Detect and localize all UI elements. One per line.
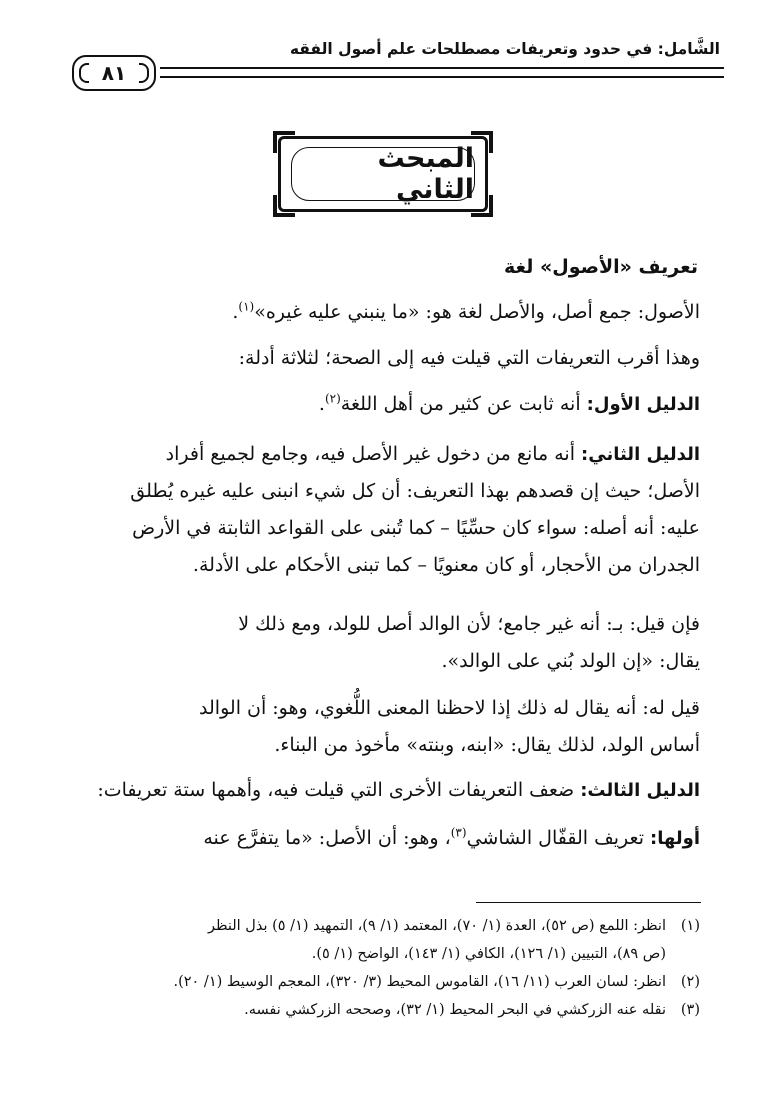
- definition-text: الأصول: جمع أصل، والأصل لغة هو: «ما ينبني عليه غيره»: [254, 301, 700, 323]
- paragraph-first-definition: [203, 820, 700, 857]
- evidence-label: الدليل الأول:: [586, 394, 700, 415]
- running-header: الشَّامل: في حدود وتعريفات مصطلحات علم أصول الفقه: [289, 40, 720, 58]
- paragraph-objection: [238, 606, 700, 680]
- footnote-number: (٣): [680, 1002, 700, 1018]
- frame-corner: [471, 195, 493, 217]
- punctuation: .: [232, 301, 239, 323]
- text-line: الجدران من الأحجار، أو كان معنويًا – كما تبنى الأحكام على الأدلة.: [192, 554, 700, 576]
- footnote-text: انظر: لسان العرب (١١/ ١٦)، القاموس المحيط (٣/ ٣٢٠)، المعجم الوسيط (١/ ٢٠).: [173, 974, 666, 990]
- item-label: أولها:: [650, 828, 700, 849]
- section-title: المبحث الثاني: [291, 147, 475, 201]
- section-title-frame: [278, 136, 488, 212]
- footnote-1: [54, 912, 700, 940]
- footnote-1-continued: (ص ٨٩)، التبيين (١/ ١٢٦)، الكافي (١/ ١٤٣)، الواضح (١/ ٥).: [311, 946, 666, 962]
- footnotes: [54, 912, 700, 1024]
- evidence-label: الدليل الثاني:: [581, 444, 700, 465]
- header-rule: [160, 76, 724, 78]
- paragraph-intro: وهذا أقرب التعريفات التي قيلت فيه إلى الصحة؛ لثلاثة أدلة:: [238, 347, 700, 369]
- punctuation: .: [318, 393, 325, 415]
- paragraph-evidence-2: [130, 436, 700, 584]
- text-line: عليه: أنه أصله: سواء كان حسِّيًا – كما تُبنى على القواعد الثابتة في الأرض: [132, 517, 700, 539]
- footnote-ref: (١): [238, 299, 255, 314]
- subheading: تعريف «الأصول» لغة: [503, 256, 698, 278]
- footnote-number: (٢): [680, 974, 700, 990]
- paragraph-response: [199, 690, 700, 764]
- footnote-text: انظر: اللمع (ص ٥٢)، العدة (١/ ٧٠)، المعتمد (١/ ٩)، التمهيد (١/ ٥) بذل النظر: [207, 918, 666, 934]
- text-line: الأصل؛ حيث إن قصدهم بهذا التعريف: أن كل شيء انبنى عليه غيره يُطلق: [130, 480, 700, 502]
- item-text: تعريف القفّال الشاشي: [466, 827, 651, 849]
- item-text-continued: ، وهو: أن الأصل: «ما يتفرَّع عنه: [203, 827, 451, 849]
- text-line: أنه مانع من دخول غير الأصل فيه، وجامع لجميع أفراد: [165, 443, 582, 465]
- evidence-text: ضعف التعريفات الأخرى التي قيلت فيه، وأهمها ستة تعريفات:: [97, 779, 581, 801]
- footnote-separator: [476, 902, 701, 903]
- evidence-label: الدليل الثالث:: [580, 780, 700, 801]
- text-line: يقال: «إن الولد بُني على الوالد».: [441, 650, 700, 672]
- footnote-3: [54, 996, 700, 1024]
- footnote-2: [54, 968, 700, 996]
- frame-corner: [471, 131, 493, 153]
- text-line: أساس الولد، لذلك يقال: «ابنه، وبنته» مأخوذ من البناء.: [274, 734, 700, 756]
- page-number-text: ٨١: [101, 61, 127, 85]
- footnote-ref: (٣): [450, 825, 467, 840]
- header-rule: [160, 67, 724, 69]
- paragraph-evidence-3: [97, 772, 700, 809]
- evidence-text: أنه ثابت عن كثير من أهل اللغة: [340, 393, 587, 415]
- text-line: قيل له: أنه يقال له ذلك إذا لاحظنا المعنى اللُّغوي، وهو: أن الوالد: [199, 697, 700, 719]
- paragraph-definition: [232, 294, 700, 331]
- text-line: فإن قيل: بـ: أنه غير جامع؛ لأن الوالد أصل للولد، ومع ذلك لا: [238, 613, 700, 635]
- footnote-number: (١): [680, 918, 700, 934]
- footnote-ref: (٢): [324, 391, 341, 406]
- paragraph-evidence-1: [319, 386, 700, 423]
- footnote-text: نقله عنه الزركشي في البحر المحيط (١/ ٣٢)، وصححه الزركشي نفسه.: [244, 1002, 666, 1018]
- page-number: [72, 55, 156, 91]
